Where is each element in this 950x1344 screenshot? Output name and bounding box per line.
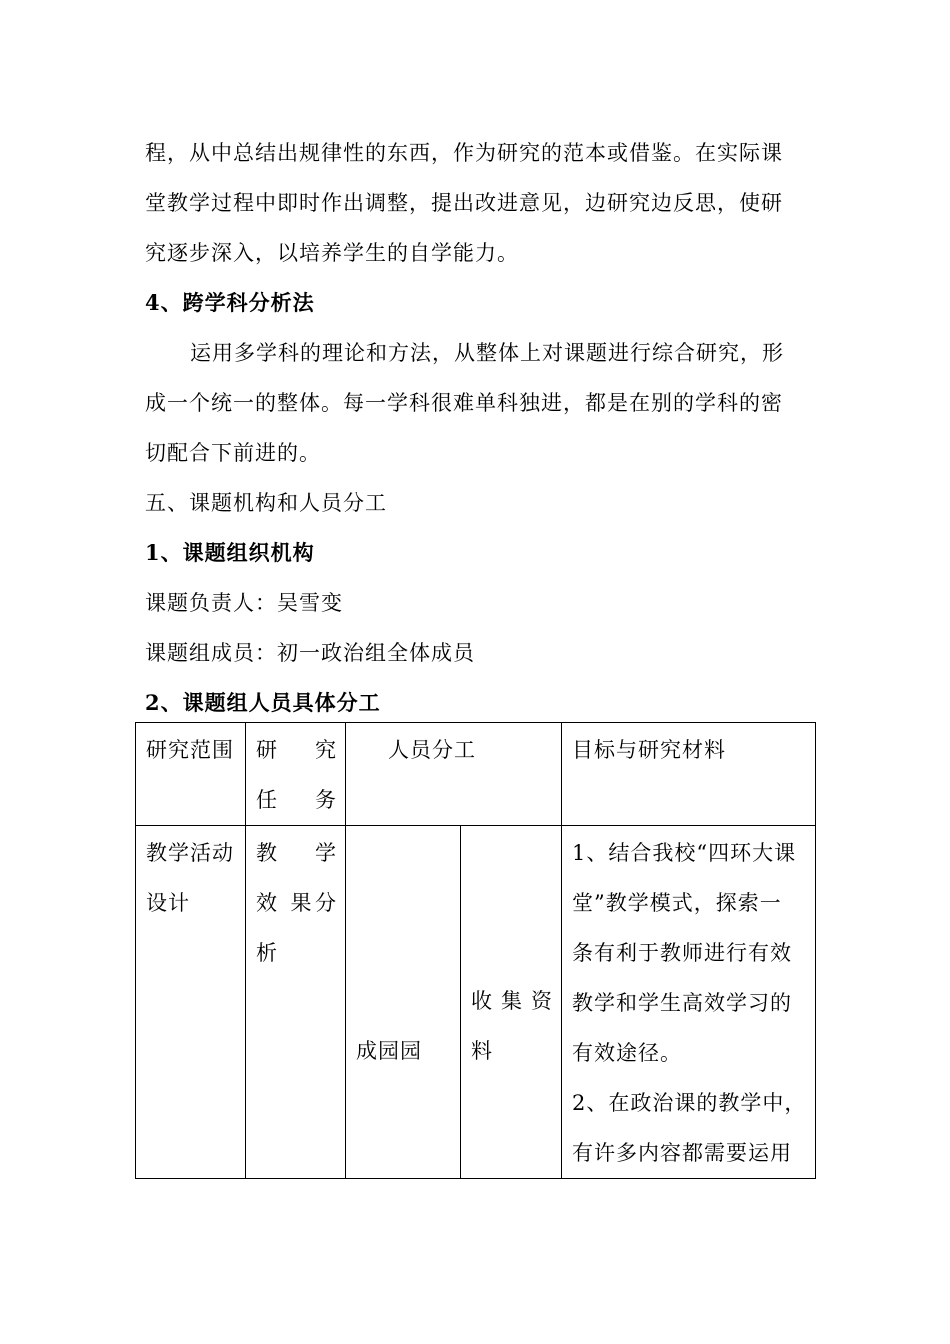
goal-line: 有效途径。 (572, 1041, 682, 1065)
cell-person: 成园园 (346, 826, 461, 1179)
heading-division-of-labor: 2、课题组人员具体分工 (145, 690, 381, 715)
header-task: 研 究 任 务 (246, 723, 346, 826)
project-leader: 课题负责人：吴雪变 (145, 591, 343, 615)
goal-line: 2、在政治课的教学中， (572, 1091, 807, 1115)
text-line: 堂教学过程中即时作出调整，提出改进意见，边研究边反思，使研 (145, 191, 783, 215)
goal-line: 有许多内容都需要运用 (572, 1141, 792, 1165)
text-line: 切配合下前进的。 (145, 441, 321, 465)
header-goal: 目标与研究材料 (562, 723, 816, 826)
division-table (135, 722, 816, 1179)
header-scope: 研究范围 (136, 723, 246, 826)
table-header-row (136, 723, 816, 826)
goal-line: 1、结合我校“四环大课 (572, 841, 797, 865)
goal-line: 堂”教学模式，探索一 (572, 891, 782, 915)
goal-line: 条有利于教师进行有效 (572, 941, 792, 965)
text-line: 究逐步深入，以培养学生的自学能力。 (145, 241, 519, 265)
goal-line: 教学和学生高效学习的 (572, 991, 792, 1015)
table-row (136, 826, 816, 1179)
text-line: 成一个统一的整体。每一学科很难单科独进，都是在别的学科的密 (145, 391, 783, 415)
text-line: 运用多学科的理论和方法，从整体上对课题进行综合研究，形 (190, 341, 784, 365)
cell-duty: 收 集 资 料 (461, 826, 562, 1179)
header-personnel: 人员分工 (346, 723, 562, 826)
heading-interdisciplinary-method: 4、跨学科分析法 (145, 290, 315, 315)
cell-goal (562, 826, 816, 1179)
cell-scope: 教学活动设计 (136, 826, 246, 1179)
project-members: 课题组成员：初一政治组全体成员 (145, 641, 475, 665)
text-line: 程，从中总结出规律性的东西，作为研究的范本或借鉴。在实际课 (145, 141, 783, 165)
heading-section-five: 五、课题机构和人员分工 (145, 491, 387, 515)
heading-organization: 1、课题组织机构 (145, 540, 315, 565)
cell-task: 教 学 效 果分析 (246, 826, 346, 1179)
